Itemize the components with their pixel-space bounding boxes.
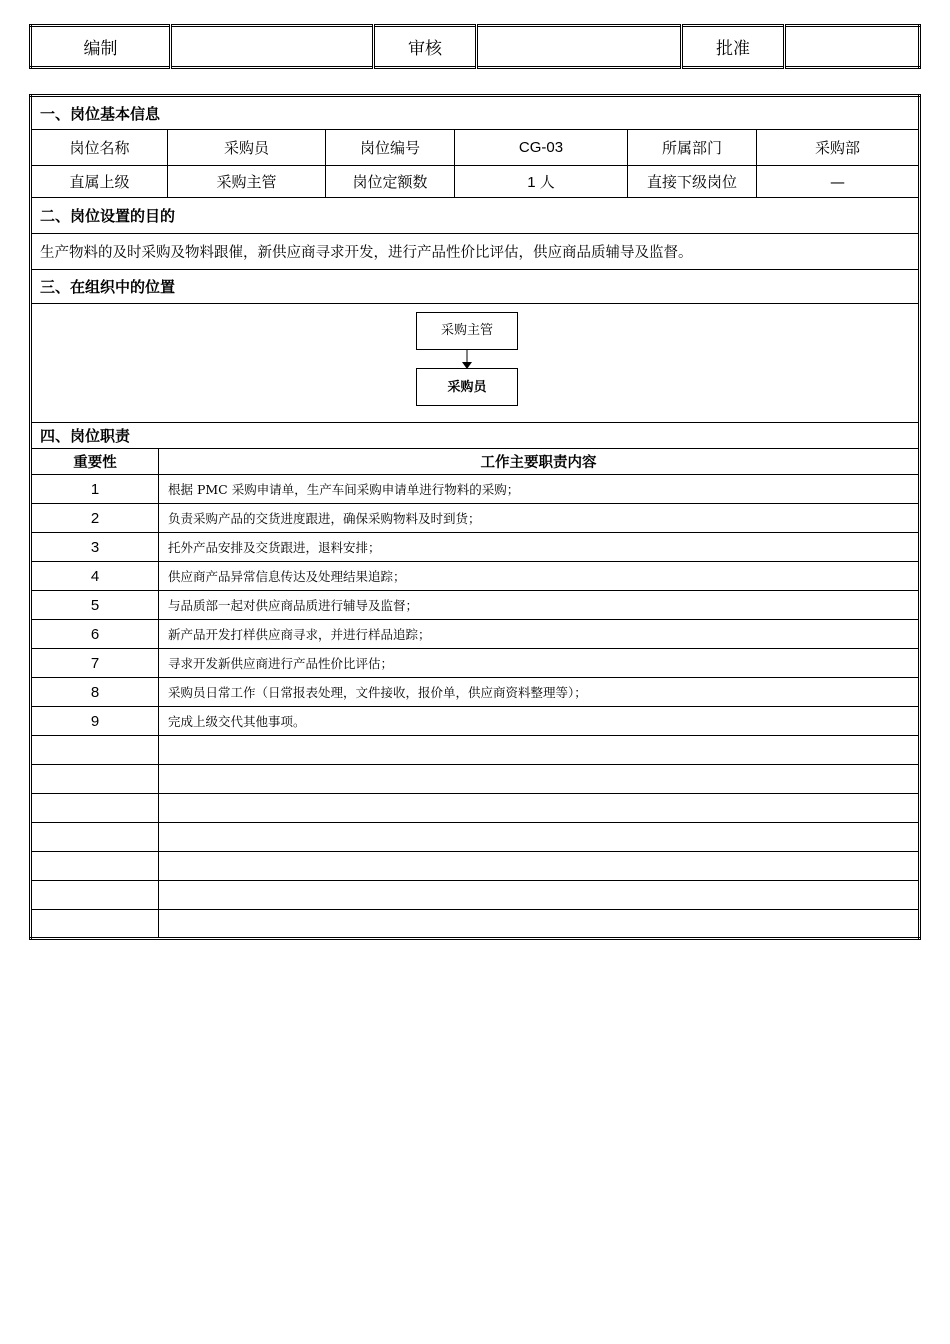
duty-importance [31,765,159,794]
duty-text [159,736,920,765]
duty-text: 根据 PMC 采购申请单，生产车间采购申请单进行物料的采购； [159,475,920,504]
table-row [31,881,920,910]
duty-importance: 6 [31,620,159,649]
table-row [31,533,920,562]
section-duties-heading: 四、岗位职责 [31,423,920,449]
duty-text: 采购员日常工作（日常报表处理，文件接收，报价单，供应商资料整理等）； [159,678,920,707]
subordinate-value: — [757,166,920,198]
table-row [31,504,920,533]
duty-text: 托外产品安排及交货跟进，退料安排； [159,533,920,562]
review-label: 审核 [374,26,477,68]
subordinate-label: 直接下级岗位 [628,166,757,198]
table-row [31,562,920,591]
table-row [31,591,920,620]
org-chart [31,304,920,423]
table-row [31,910,920,939]
duty-text [159,881,920,910]
duty-text: 完成上级交代其他事项。 [159,707,920,736]
section-org-position-heading: 三、在组织中的位置 [31,270,920,304]
job-name-label: 岗位名称 [31,130,168,166]
duty-text [159,852,920,881]
approve-value-field[interactable] [785,26,920,68]
duty-text: 供应商产品异常信息传达及处理结果追踪； [159,562,920,591]
table-row [31,678,920,707]
compile-value-field[interactable] [171,26,374,68]
duty-text: 寻求开发新供应商进行产品性价比评估； [159,649,920,678]
review-value-field[interactable] [477,26,682,68]
duty-text: 新产品开发打样供应商寻求，并进行样品追踪； [159,620,920,649]
section-basic-info-heading: 一、岗位基本信息 [31,96,920,130]
duty-importance: 5 [31,591,159,620]
duty-importance: 4 [31,562,159,591]
duty-text [159,823,920,852]
duty-importance [31,823,159,852]
duty-text [159,794,920,823]
org-box-buyer: 采购员 [416,368,518,406]
duty-text [159,910,920,939]
duty-importance [31,736,159,765]
duty-text: 负责采购产品的交货进度跟进，确保采购物料及时到货； [159,504,920,533]
duty-importance: 9 [31,707,159,736]
duty-importance: 7 [31,649,159,678]
table-row [31,620,920,649]
approve-label: 批准 [682,26,785,68]
job-code-value: CG-03 [455,130,628,166]
org-box-supervisor: 采购主管 [416,312,518,350]
duty-importance: 2 [31,504,159,533]
table-row [31,794,920,823]
approval-table [29,24,921,69]
job-description-table [29,94,921,940]
duty-importance [31,910,159,939]
headcount-value: 1 人 [455,166,628,198]
table-row [31,475,920,504]
section-purpose-heading: 二、岗位设置的目的 [31,198,920,234]
duty-importance [31,794,159,823]
duty-importance: 1 [31,475,159,504]
duty-importance [31,881,159,910]
superior-label: 直属上级 [31,166,168,198]
duty-importance [31,852,159,881]
table-row [31,649,920,678]
headcount-label: 岗位定额数 [326,166,455,198]
job-code-label: 岗位编号 [326,130,455,166]
table-row [31,736,920,765]
duty-text [159,765,920,794]
duty-text: 与品质部一起对供应商品质进行辅导及监督； [159,591,920,620]
department-label: 所属部门 [628,130,757,166]
job-name-value: 采购员 [168,130,326,166]
table-row [31,852,920,881]
superior-value: 采购主管 [168,166,326,198]
duties-header-importance: 重要性 [31,449,159,475]
compile-label: 编制 [83,39,118,59]
duties-header-content: 工作主要职责内容 [159,449,920,475]
purpose-text: 生产物料的及时采购及物料跟催，新供应商寻求开发，进行产品性价比评估，供应商品质辅导及监督。 [31,234,920,270]
duty-importance: 8 [31,678,159,707]
duty-importance: 3 [31,533,159,562]
table-row [31,765,920,794]
table-row [31,707,920,736]
duties-list [31,475,920,939]
department-value: 采购部 [757,130,920,166]
table-row [31,823,920,852]
